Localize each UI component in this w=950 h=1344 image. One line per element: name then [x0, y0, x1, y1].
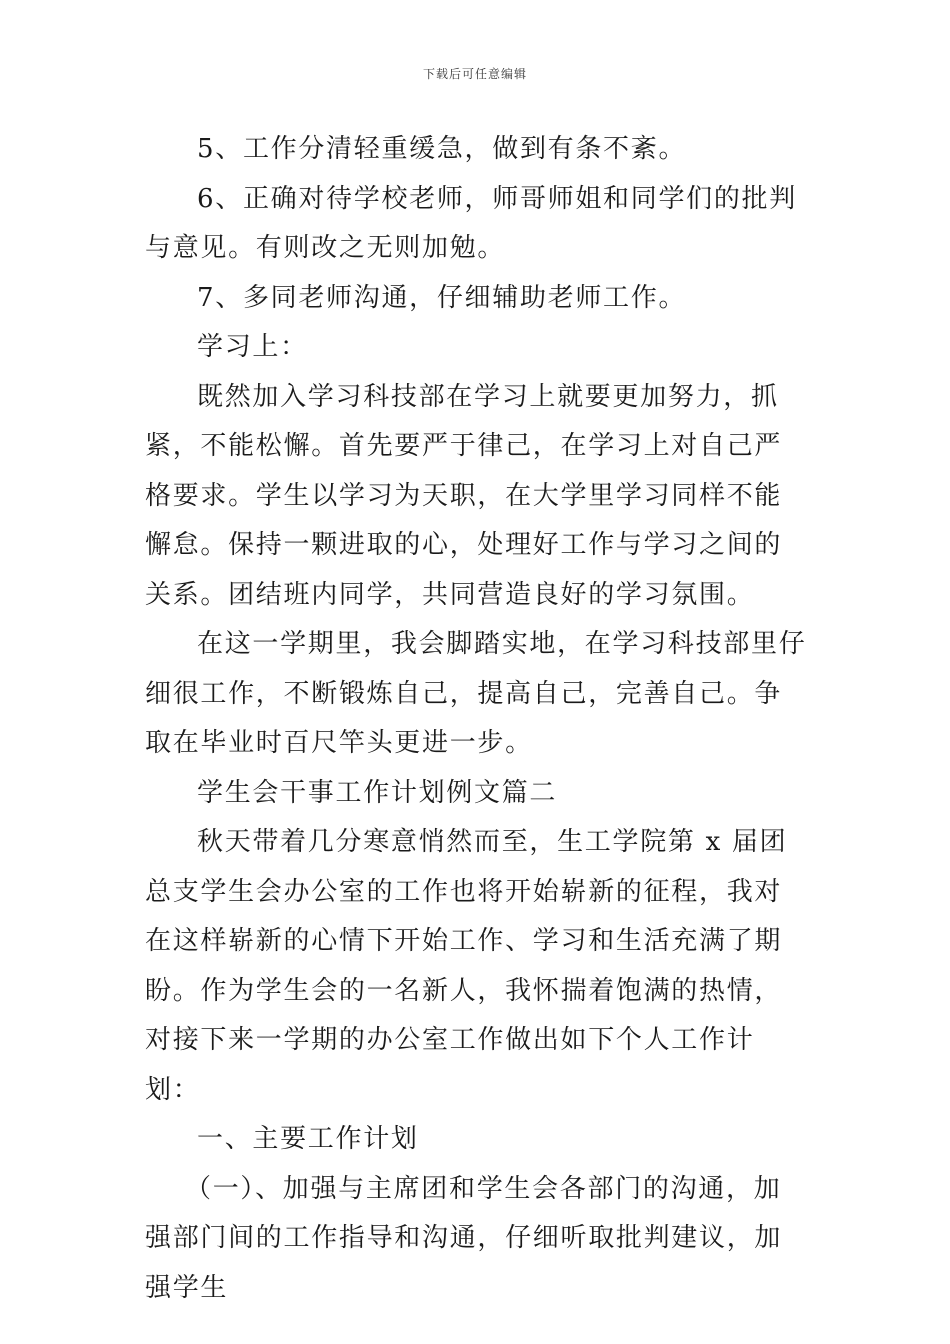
- paragraph-study-1: 既然加入学习科技部在学习上就要更加努力，抓紧，不能松懈。首先要严于律己，在学习上对自己严格要求。学生以学习为天职，在大学里学习同样不能懈怠。保持一颗进取的心，处理好工作与学习之间的关系。团结班内同学，共同营造良好的学习氛围。: [145, 381, 783, 610]
- paragraph-item-6: 6、正确对待学校老师，师哥师姐和同学们的批判与意见。有则改之无则加勉。: [145, 183, 797, 263]
- paragraph-item-7: 7、多同老师沟通，仔细辅助老师工作。: [197, 282, 687, 313]
- paragraph-intro: 秋天带着几分寒意悄然而至，生工学院第 x 届团总支学生会办公室的工作也将开始崭新的征程，我对在这样崭新的心情下开始工作、学习和生活充满了期盼。作为学生会的一名新人，我怀揣着饱满的热情，对接下来一学期的办公室工作做出如下个人工作计划：: [145, 827, 788, 1105]
- section-heading-study: 学习上：: [197, 332, 308, 362]
- page-header-note: 下载后可任意编辑: [422, 67, 527, 81]
- paragraph-plan-item-1: （一）、加强与主席团和学生会各部门的沟通，加强部门间的工作指导和沟通，仔细听取批判建议，加强学生: [145, 1173, 783, 1303]
- article-title-part-two: 学生会干事工作计划例文篇二: [197, 777, 558, 808]
- paragraph-item-5: 5、工作分清轻重缓急，做到有条不紊。: [197, 134, 687, 164]
- section-heading-main-plan: 一、主要工作计划: [197, 1124, 419, 1154]
- document-body: [145, 125, 809, 1313]
- paragraph-study-2: 在这一学期里，我会脚踏实地，在学习科技部里仔细很工作，不断锻炼自己，提高自己，完善自己。争取在毕业时百尺竿头更进一步。: [145, 629, 807, 758]
